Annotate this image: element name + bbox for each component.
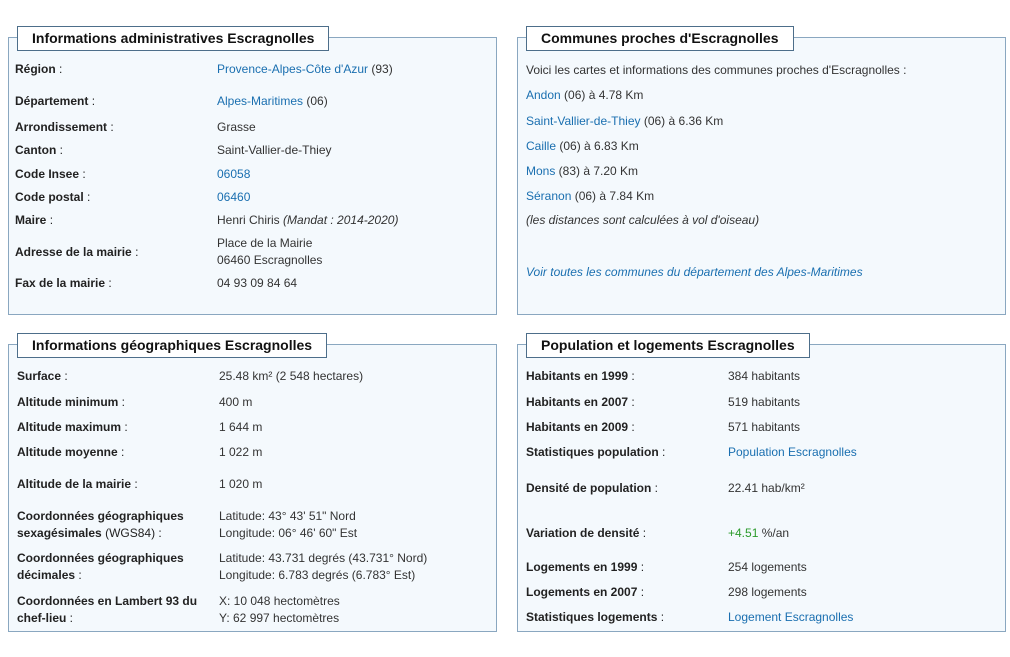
region-value: Provence-Alpes-Côte d'Azur (93)	[217, 62, 393, 76]
admin-panel	[8, 30, 497, 315]
alt-mairie-value: 1 020 m	[219, 477, 263, 491]
stat-pop-value	[728, 444, 857, 461]
densite-label: Densité de population :	[526, 481, 659, 495]
commune-link-seranon[interactable]: Séranon	[526, 189, 572, 203]
sexa-label-line2: sexagésimales (WGS84) :	[17, 526, 162, 540]
alt-max-value: 1 644 m	[219, 420, 263, 434]
lambert-x: X: 10 048 hectomètres	[219, 594, 340, 608]
all-communes-link-wrap	[526, 264, 863, 281]
commune-item: Séranon (06) à 7.84 Km	[526, 189, 655, 203]
lambert-y: Y: 62 997 hectomètres	[219, 611, 340, 625]
stat-pop-label: Statistiques population :	[526, 445, 666, 459]
all-communes-link[interactable]: Voir toutes les communes du département des Alpes-Maritimes	[526, 265, 863, 279]
sexa-latitude: Latitude: 43° 43' 51" Nord	[219, 509, 356, 523]
communes-intro: Voici les cartes et informations des communes proches d'Escragnolles :	[526, 63, 907, 77]
postal-value	[217, 189, 250, 206]
sexa-longitude: Longitude: 06° 46' 60" Est	[219, 526, 358, 540]
commune-item: Caille (06) à 6.83 Km	[526, 139, 639, 153]
commune-item: Saint-Vallier-de-Thiey (06) à 6.36 Km	[526, 114, 724, 128]
communes-panel-title: Communes proches d'Escragnolles	[526, 26, 794, 51]
commune-item: Andon (06) à 4.78 Km	[526, 88, 644, 102]
lambert-label-line1: Coordonnées en Lambert 93 du	[17, 594, 198, 608]
commune-item: Mons (83) à 7.20 Km	[526, 164, 639, 178]
maire-label: Maire :	[15, 213, 54, 227]
departement-value: Alpes-Maritimes (06)	[217, 94, 328, 108]
population-panel-title: Population et logements Escragnolles	[526, 333, 810, 358]
densite-value: 22.41 hab/km²	[728, 481, 805, 495]
postal-link[interactable]: 06460	[217, 190, 251, 204]
alt-min-value: 400 m	[219, 395, 253, 409]
stat-log-link[interactable]: Logement Escragnolles	[728, 610, 854, 624]
log1999-value: 254 logements	[728, 560, 807, 574]
commune-link-caille[interactable]: Caille	[526, 139, 557, 153]
hab1999-label: Habitants en 1999 :	[526, 369, 635, 383]
canton-label: Canton :	[15, 143, 63, 157]
population-panel	[517, 337, 1006, 632]
geo-panel	[8, 337, 497, 632]
adresse-line1: Place de la Mairie	[217, 236, 313, 250]
arrondissement-value: Grasse	[217, 120, 256, 134]
commune-link-saint-vallier[interactable]: Saint-Vallier-de-Thiey	[526, 114, 641, 128]
fax-value: 04 93 09 84 64	[217, 276, 298, 290]
alt-max-label: Altitude maximum :	[17, 420, 128, 434]
geo-panel-title: Informations géographiques Escragnolles	[17, 333, 327, 358]
postal-label: Code postal :	[15, 190, 91, 204]
hab2007-label: Habitants en 2007 :	[526, 395, 635, 409]
hab2009-label: Habitants en 2009 :	[526, 420, 635, 434]
dec-longitude: Longitude: 6.783 degrés (6.783° Est)	[219, 568, 416, 582]
admin-panel-title: Informations administratives Escragnolles	[17, 26, 329, 51]
region-label: Région :	[15, 62, 63, 76]
stat-log-label: Statistiques logements :	[526, 610, 665, 624]
alt-moy-value: 1 022 m	[219, 445, 263, 459]
dec-latitude: Latitude: 43.731 degrés (43.731° Nord)	[219, 551, 428, 565]
commune-link-mons[interactable]: Mons	[526, 164, 556, 178]
dec-label-line1: Coordonnées géographiques	[17, 551, 184, 565]
stat-log-value	[728, 609, 853, 626]
commune-link-andon[interactable]: Andon	[526, 88, 561, 102]
variation-value: +4.51 %/an	[728, 526, 790, 540]
departement-label: Département :	[15, 94, 96, 108]
distance-note: (les distances sont calculées à vol d'oiseau)	[526, 213, 760, 227]
insee-value	[217, 166, 250, 183]
alt-min-label: Altitude minimum :	[17, 395, 126, 409]
fax-label: Fax de la mairie :	[15, 276, 112, 290]
region-link[interactable]: Provence-Alpes-Côte d'Azur	[217, 62, 369, 76]
adresse-label: Adresse de la mairie :	[15, 245, 139, 259]
adresse-line2: 06460 Escragnolles	[217, 253, 323, 267]
hab1999-value: 384 habitants	[728, 369, 801, 383]
variation-label: Variation de densité :	[526, 526, 647, 540]
alt-mairie-label: Altitude de la mairie :	[17, 477, 138, 491]
surface-label: Surface :	[17, 369, 68, 383]
departement-link[interactable]: Alpes-Maritimes	[217, 94, 304, 108]
hab2009-value: 571 habitants	[728, 420, 801, 434]
insee-label: Code Insee :	[15, 167, 86, 181]
canton-value: Saint-Vallier-de-Thiey	[217, 143, 332, 157]
log1999-label: Logements en 1999 :	[526, 560, 645, 574]
insee-link[interactable]: 06058	[217, 167, 251, 181]
arrondissement-label: Arrondissement :	[15, 120, 114, 134]
log2007-value: 298 logements	[728, 585, 807, 599]
alt-moy-label: Altitude moyenne :	[17, 445, 125, 459]
variation-number: +4.51	[728, 526, 759, 540]
communes-panel	[517, 30, 1006, 315]
surface-value: 25.48 km² (2 548 hectares)	[219, 369, 364, 383]
hab2007-value: 519 habitants	[728, 395, 801, 409]
maire-value: Henri Chiris (Mandat : 2014-2020)	[217, 213, 399, 227]
sexa-label-line1: Coordonnées géographiques	[17, 509, 184, 523]
stat-pop-link[interactable]: Population Escragnolles	[728, 445, 857, 459]
lambert-label-line2: chef-lieu :	[17, 611, 74, 625]
log2007-label: Logements en 2007 :	[526, 585, 645, 599]
dec-label-line2: décimales :	[17, 568, 82, 582]
